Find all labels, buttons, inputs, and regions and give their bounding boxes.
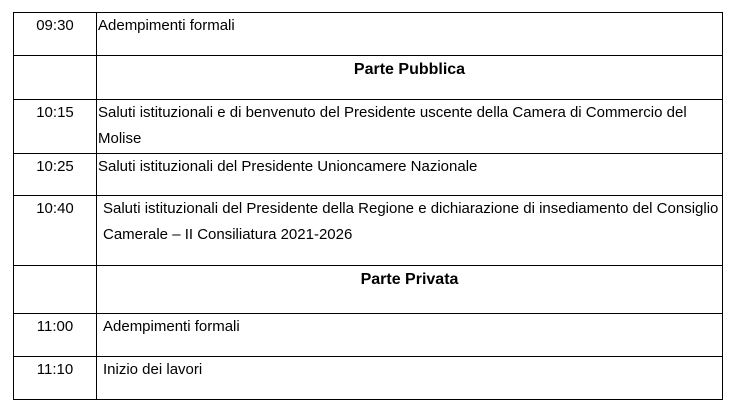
description-cell: Inizio dei lavori xyxy=(97,357,723,400)
table-row xyxy=(14,196,723,266)
agenda-table xyxy=(13,12,723,400)
description-cell: Saluti istituzionali del Presidente Unioncamere Nazionale xyxy=(97,154,723,196)
section-heading: Parte Pubblica xyxy=(97,56,723,100)
time-cell: 11:10 xyxy=(14,357,97,400)
table-row xyxy=(14,100,723,154)
empty-time-cell xyxy=(14,56,97,100)
time-cell: 10:25 xyxy=(14,154,97,196)
section-heading: Parte Privata xyxy=(97,266,723,314)
table-row xyxy=(14,154,723,196)
description-cell: Saluti istituzionali del Presidente della Regione e dichiarazione di insediamento del Consiglio Camerale – II Consiliatura 2021-2026 xyxy=(97,196,723,266)
time-cell: 11:00 xyxy=(14,314,97,357)
time-cell: 09:30 xyxy=(14,13,97,56)
time-cell: 10:15 xyxy=(14,100,97,154)
section-row xyxy=(14,266,723,314)
description-cell: Adempimenti formali xyxy=(97,13,723,56)
section-row xyxy=(14,56,723,100)
time-cell: 10:40 xyxy=(14,196,97,266)
table-row xyxy=(14,314,723,357)
table-row xyxy=(14,357,723,400)
table-row xyxy=(14,13,723,56)
description-cell: Adempimenti formali xyxy=(97,314,723,357)
description-cell: Saluti istituzionali e di benvenuto del Presidente uscente della Camera di Commercio del Molise xyxy=(97,100,723,154)
empty-time-cell xyxy=(14,266,97,314)
